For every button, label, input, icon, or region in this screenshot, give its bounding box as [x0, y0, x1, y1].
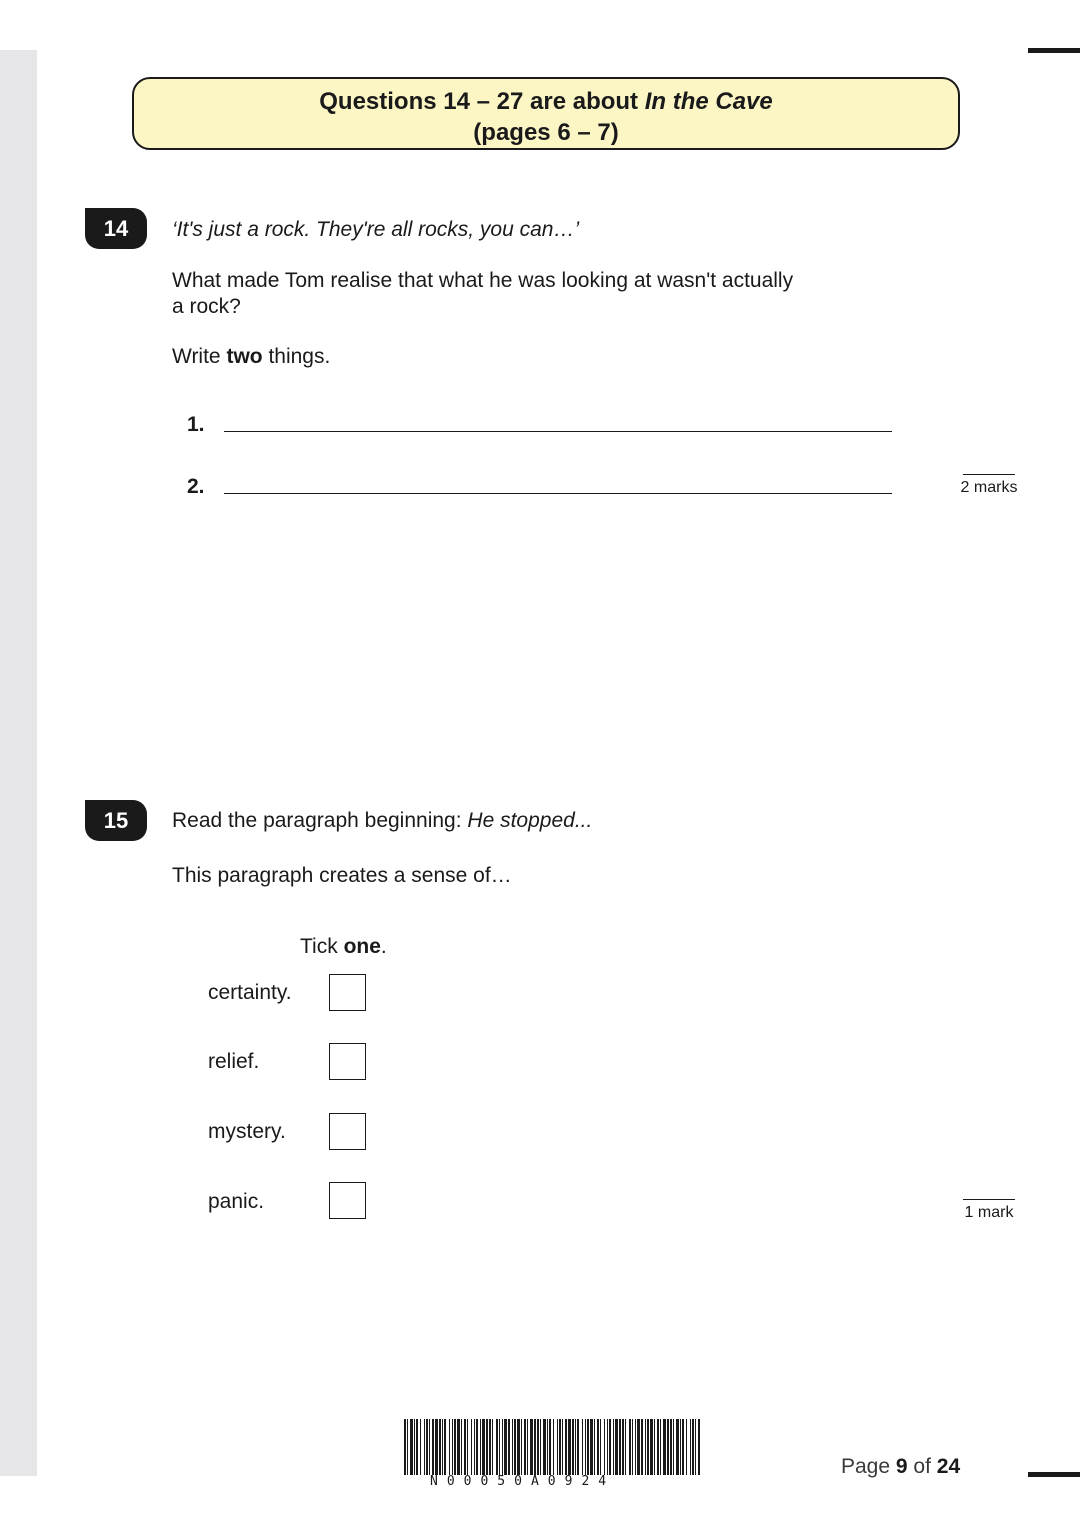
question-15-stem: This paragraph creates a sense of…: [172, 864, 512, 887]
option-relief-checkbox[interactable]: [329, 1043, 366, 1080]
page-number: Page 9 of 24: [841, 1455, 961, 1478]
option-certainty-checkbox[interactable]: [329, 974, 366, 1011]
left-margin-strip: [0, 50, 37, 1476]
question-15-prompt: Read the paragraph beginning: He stopped...: [172, 809, 593, 832]
option-panic-label: panic.: [208, 1190, 265, 1213]
question-14-text-line-1: What made Tom realise that what he was looking at wasn't actually: [172, 269, 794, 292]
question-14-quote: ‘It's just a rock. They're all rocks, you can…’: [172, 218, 580, 241]
marks-divider: [963, 474, 1015, 475]
answer-line-2[interactable]: [224, 492, 892, 494]
bottom-edge-mark: [1028, 1472, 1080, 1477]
header-line-1: Questions 14 – 27 are about In the Cave: [319, 88, 773, 115]
header-line-2: (pages 6 – 7): [473, 119, 619, 146]
story-title: In the Cave: [644, 88, 773, 115]
section-header: [132, 77, 960, 150]
option-relief-label: relief.: [208, 1050, 260, 1073]
option-mystery-label: mystery.: [208, 1120, 286, 1143]
barcode: [404, 1419, 700, 1475]
answer-line-1[interactable]: [224, 430, 892, 432]
top-edge-mark: [1028, 48, 1080, 53]
answer-label-2: 2.: [187, 475, 205, 498]
tick-instruction: Tick one.: [300, 935, 387, 958]
marks-divider: [963, 1199, 1015, 1200]
answer-label-1: 1.: [187, 413, 205, 436]
option-panic-checkbox[interactable]: [329, 1182, 366, 1219]
question-14-text-line-2: a rock?: [172, 295, 241, 318]
question-14-marks: 2 marks: [958, 474, 1020, 497]
question-15-number: 15: [85, 800, 147, 841]
barcode-text: N00050A0924: [430, 1474, 616, 1489]
option-certainty-label: certainty.: [208, 981, 292, 1004]
option-mystery-checkbox[interactable]: [329, 1113, 366, 1150]
question-14-number: 14: [85, 208, 147, 249]
question-14-instruction: Write two things.: [172, 345, 331, 368]
question-15-marks: 1 mark: [958, 1199, 1020, 1222]
